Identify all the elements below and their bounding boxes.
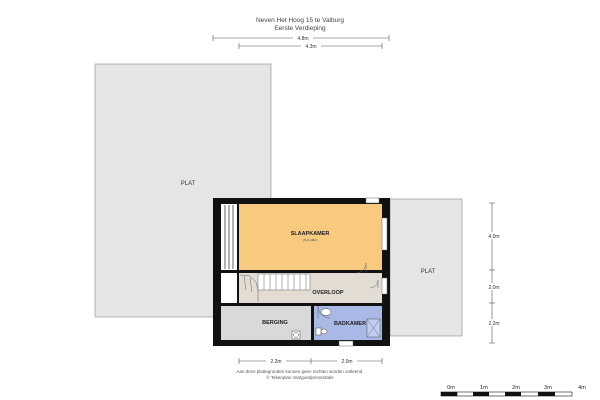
scale-label-2: 2m [512, 385, 520, 391]
scale-label-4: 4m [578, 385, 586, 391]
dimension-right-bottom-label: 2.2m [488, 321, 500, 327]
dimension-right-mid-label: 2.0m [488, 285, 500, 291]
shower-icon [367, 319, 380, 337]
scale-bar [441, 392, 572, 396]
plan-subtitle: Eerste Verdieping [274, 25, 326, 32]
room-slaapkamer [239, 204, 382, 270]
dimension-right-top-label: 4.0m [488, 234, 500, 240]
room-badkamer-label: BADKAMER [333, 321, 367, 327]
washing-machine-icon [292, 331, 300, 339]
dimension-top-outer-label: 4.8m [297, 36, 309, 42]
roof-right-label: PLAT [420, 269, 436, 275]
room-berging-label: BERGING [262, 320, 288, 326]
room-slaapkamer-area: (5+3.4M2) [303, 238, 317, 242]
scale-label-0: 0m [447, 385, 455, 391]
scale-label-3: 3m [544, 385, 552, 391]
scale-label-1: 1m [480, 385, 488, 391]
dimension-bottom [239, 358, 382, 364]
stair-well [221, 273, 237, 303]
room-slaapkamer-label: SLAAPKAMER [290, 231, 330, 237]
room-overloop-label: OVERLOOP [312, 290, 344, 296]
plan-title: Neven Het Hoog 15 te Valburg [255, 17, 345, 24]
roof-right [390, 199, 462, 336]
dimension-top-inner-label: 4.3m [305, 44, 317, 50]
dimension-bottom-left-label: 2.2m [270, 359, 282, 365]
copyright-text: © Tekenplan Vastgoedpresentatie [266, 375, 334, 380]
dimension-bottom-right-label: 2.0m [341, 359, 353, 365]
disclaimer-text: Aan deze plattegronden kunnen geen rechten worden ontleend. [236, 369, 364, 374]
sink-icon [321, 309, 331, 316]
roof-left-label: PLAT [180, 181, 196, 187]
